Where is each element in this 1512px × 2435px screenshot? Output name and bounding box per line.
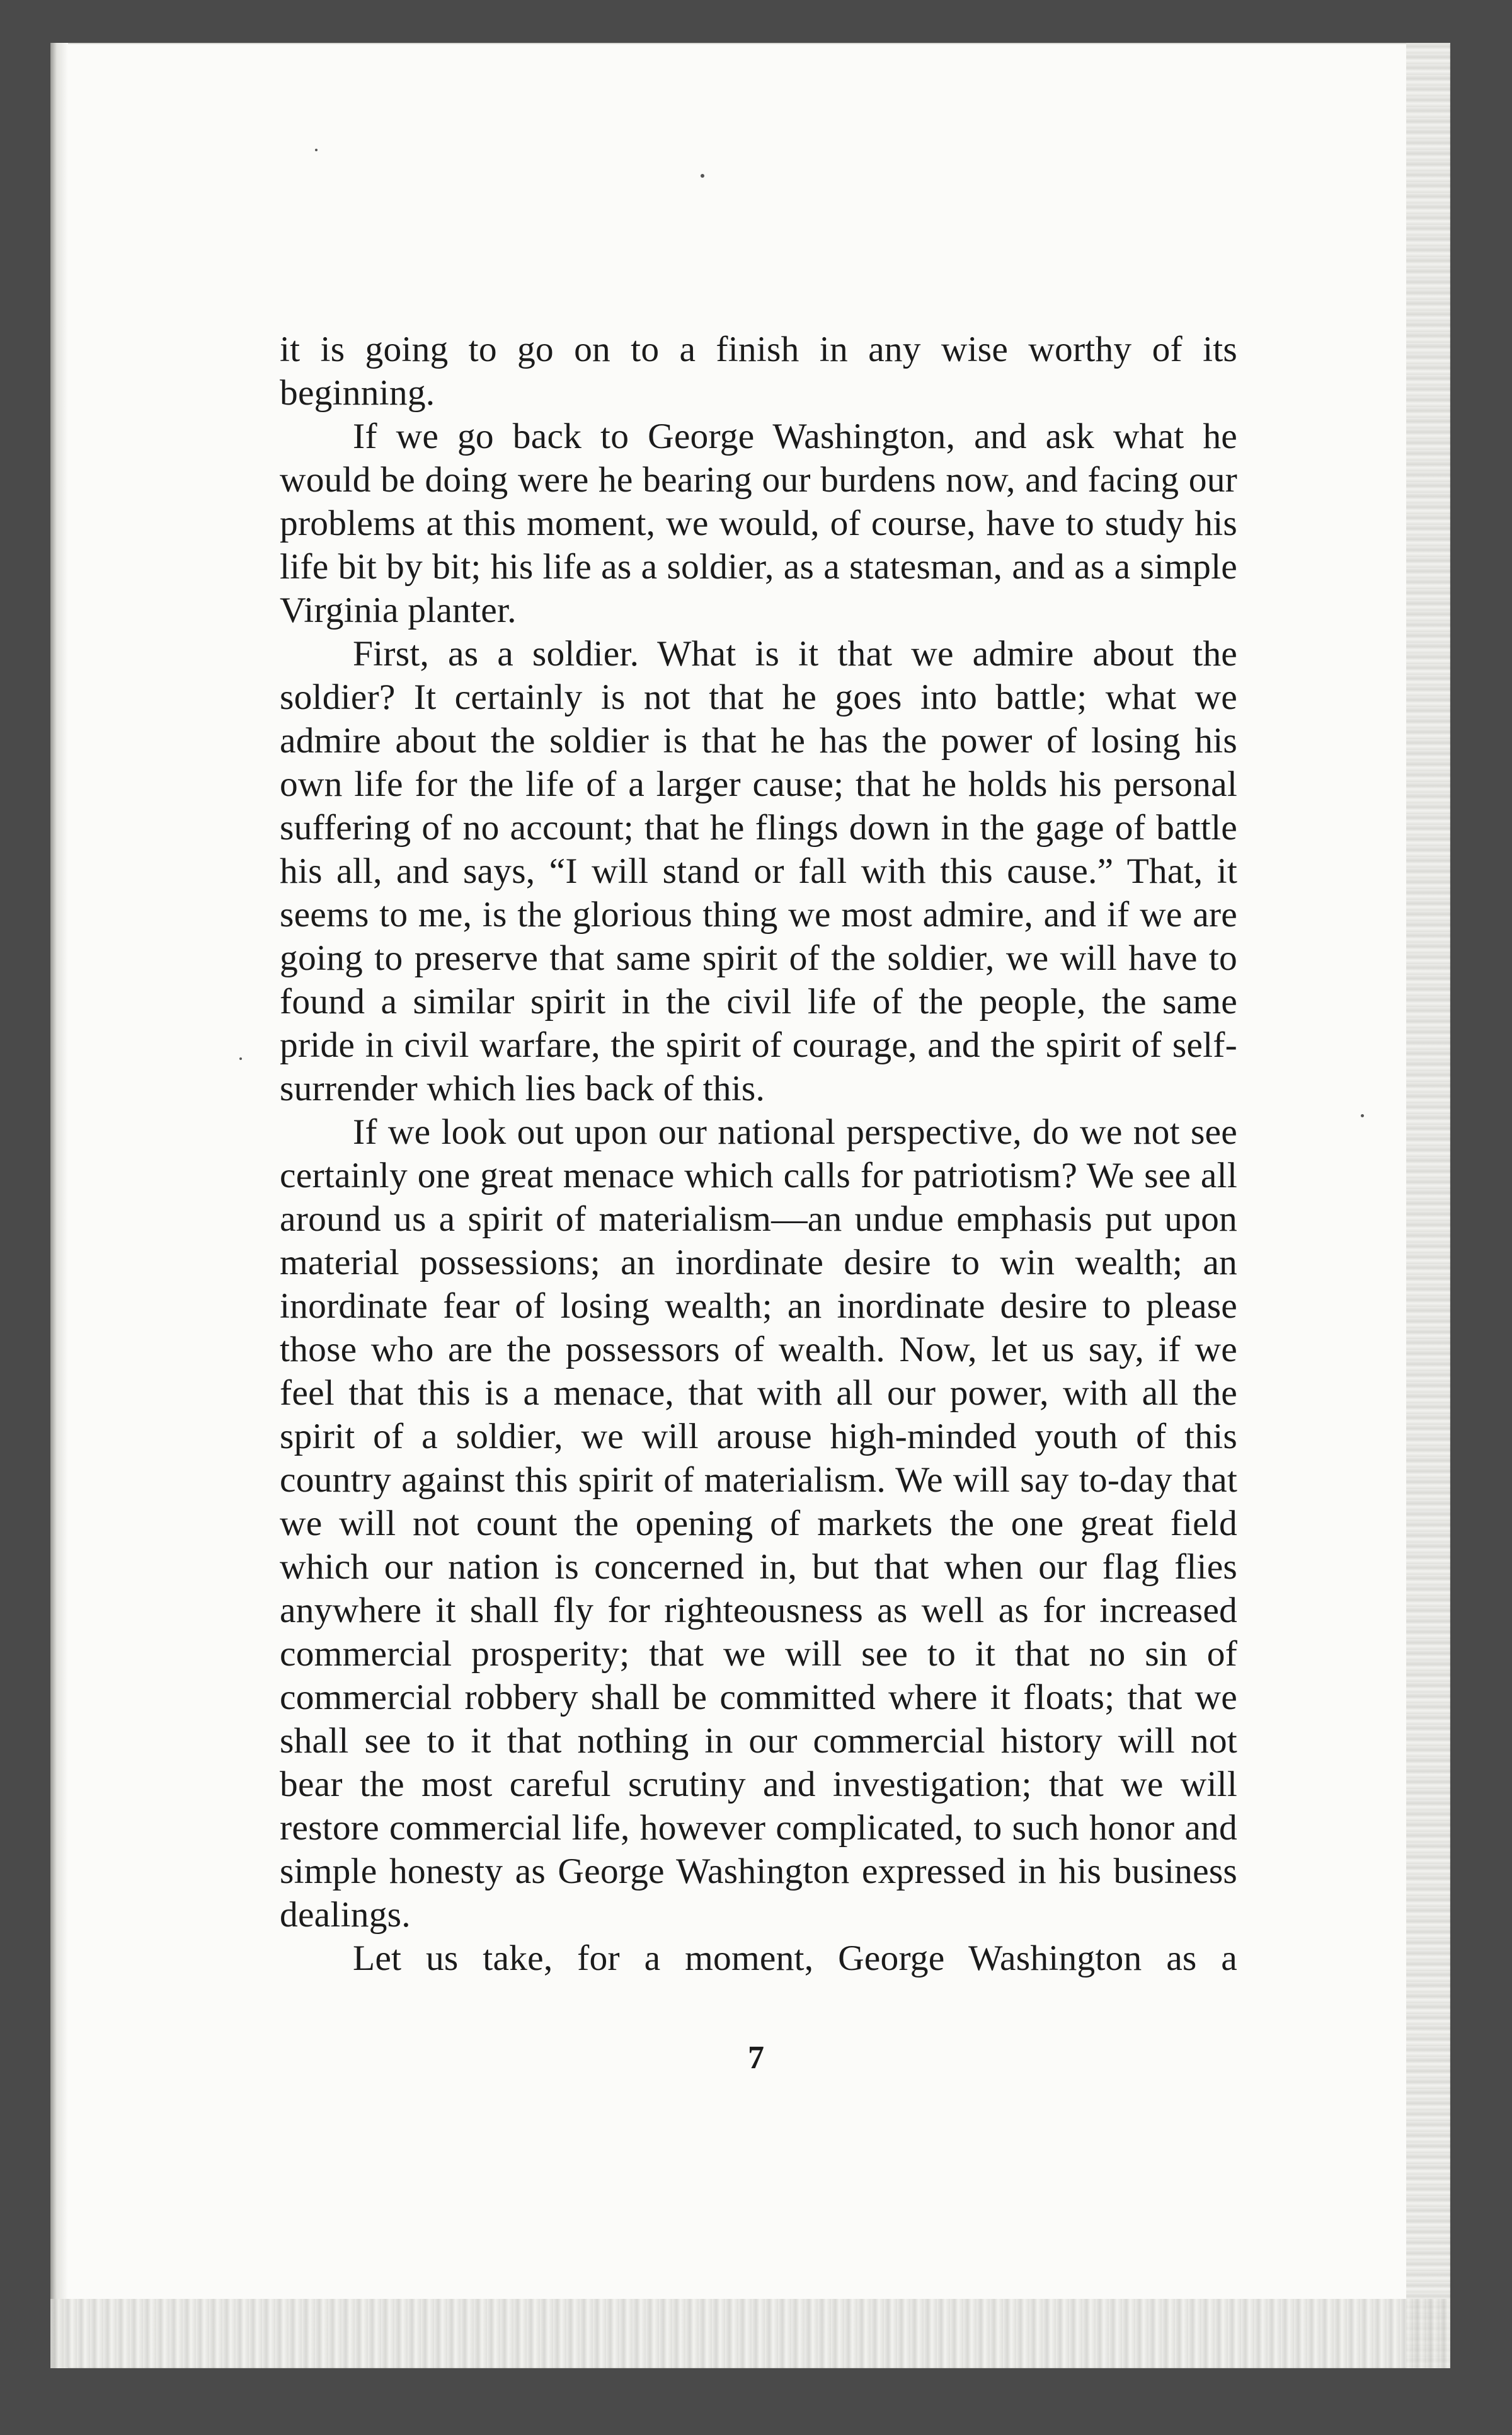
paragraph: Let us take, for a moment, George Washington as a <box>353 1938 1237 1978</box>
scan-speck <box>1361 1114 1364 1117</box>
paragraph: If we go back to George Washington, and ask what he would be doing were he bearing our burdens now, and facing our problems at this moment, we would, of course, have to study his life bit by bit; his life as a soldier, as a statesman, and as a simple Virginia planter. <box>280 417 1237 630</box>
page-bottom-edge <box>50 2299 1450 2368</box>
scan-speck <box>239 1057 242 1060</box>
scan-speck <box>315 149 318 151</box>
body-text <box>280 328 1237 1980</box>
page-number: 7 <box>748 2040 764 2076</box>
scan-speck <box>701 174 704 178</box>
page-right-edge <box>1406 43 1450 2368</box>
paragraph: If we look out upon our national perspective, do we not see certainly one great menace which calls for patriotism? We see all around us a spirit of materialism—an undue emphasis put upon material possessions; an inordinate desire to win wealth; an inordinate fear of losing wealth; an inordinate desire to please those who are the possessors of wealth. Now, let us say, if we feel that this is a menace, that with all our power, with all the spirit of a soldier, we will arouse high-minded youth of this country against this spirit of materialism. We will say to-day that we will not count the opening of markets the one great field which our nation is concerned in, but that when our flag flies anywhere it shall fly for righteousness as well as for increased commercial prosperity; that we will see to it that no sin of commercial robbery shall be committed where it floats; that we shall see to it that nothing in our commercial history will not bear the most careful scrutiny and investigation; that we will restore commercial life, however complicated, to such honor and simple honesty as George Washington expressed in his business dealings. <box>280 1112 1237 1935</box>
paragraph: First, as a soldier. What is it that we admire about the soldier? It certainly is not that he goes into battle; what we admire about the soldier is that he has the power of losing his own life for the life of a larger cause; that he holds his personal suffering of no account; that he flings down in the gage of battle his all, and says, “I will stand or fall with this cause.” That, it seems to me, is the glorious thing we most admire, and if we are going to preserve that same spirit of the soldier, we will have to found a similar spirit in the civil life of the people, the same pride in civil warfare, the spirit of courage, and the spirit of self-surrender which lies back of this. <box>280 634 1237 1108</box>
paragraph: it is going to go on to a finish in any wise worthy of its beginning. <box>280 330 1237 413</box>
page-left-edge <box>50 43 68 2368</box>
